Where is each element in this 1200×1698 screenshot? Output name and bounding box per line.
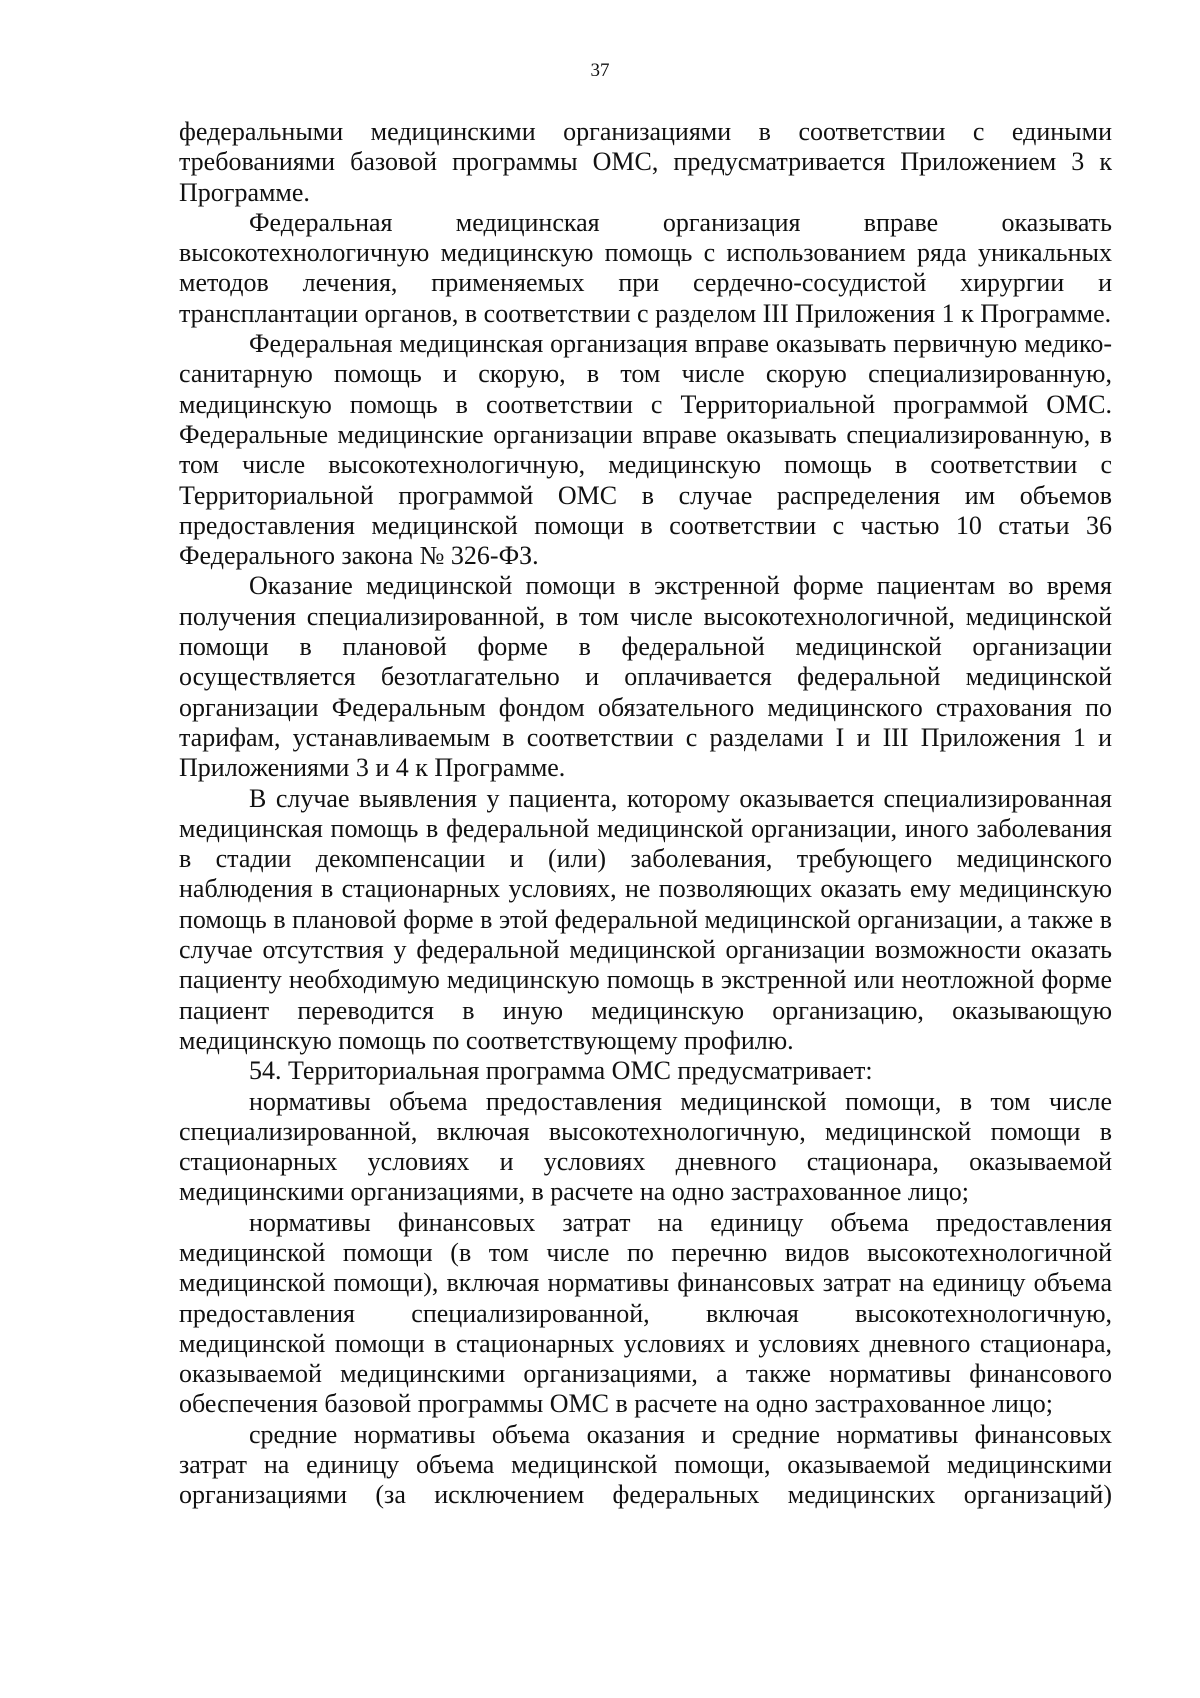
paragraph: Федеральная медицинская организация вправе оказывать первичную медико-санитарную помощь и скорую, в том числе скорую специализированную, медицинскую помощь в соответствии с Территориальной программой ОМС. Федеральные медицинские организации вправе оказывать специализированную, в том числе высокотехнологичную, медицинскую помощь в соответствии с Территориальной программой ОМС в случае распределения им объемов предоставления медицинской помощи в соответствии с частью 10 статьи 36 Федерального закона № 326-ФЗ. <box>179 329 1112 571</box>
paragraph: 54. Территориальная программа ОМС предусматривает: <box>249 1056 873 1086</box>
paragraph: средние нормативы объема оказания и средние нормативы финансовых затрат на единицу объема медицинской помощи, оказываемой медицинскими организациями (за исключением федеральных медицинских организаций) <box>179 1419 1112 1510</box>
paragraph: Оказание медицинской помощи в экстренной форме пациентам во время получения специализированной, в том числе высокотехнологичной, медицинской помощи в плановой форме в федеральной медицинской организации осуществляется безотлагательно и оплачивается федеральной медицинской организации Федеральным фондом обязательного медицинского страхования по тарифам, устанавливаемым в соответствии с разделами I и III Приложения 1 и Приложениями 3 и 4 к Программе. <box>179 571 1112 783</box>
paragraph: нормативы финансовых затрат на единицу объема предоставления медицинской помощи (в том числе по перечню видов высокотехнологичной медицинской помощи), включая нормативы финансовых затрат на единицу объема предоставления специализированной, включая высокотехнологичную, медицинской помощи в стационарных условиях и условиях дневного стационара, оказываемой медицинскими организациями, а также нормативы финансового обеспечения базовой программы ОМС в расчете на одно застрахованное лицо; <box>179 1207 1112 1419</box>
paragraph: Федеральная медицинская организация вправе оказывать высокотехнологичную медицинскую помощь с использованием ряда уникальных методов лечения, применяемых при сердечно-сосудистой хирургии и трансплантации органов, в соответствии с разделом III Приложения 1 к Программе. <box>179 207 1112 328</box>
document-body <box>179 117 1112 1511</box>
page-number: 37 <box>590 60 610 81</box>
paragraph: нормативы объема предоставления медицинской помощи, в том числе специализированной, включая высокотехнологичную, медицинской помощи в стационарных условиях и условиях дневного стационара, оказываемой медицинскими организациями, в расчете на одно застрахованное лицо; <box>179 1086 1112 1207</box>
paragraph: В случае выявления у пациента, которому оказывается специализированная медицинская помощь в федеральной медицинской организации, иного заболевания в стадии декомпенсации и (или) заболевания, требующего медицинского наблюдения в стационарных условиях, не позволяющих оказать ему медицинскую помощь в плановой форме в этой федеральной медицинской организации, а также в случае отсутствия у федеральной медицинской организации возможности оказать пациенту необходимую медицинскую помощь в экстренной или неотложной форме пациент переводится в иную медицинскую организацию, оказывающую медицинскую помощь по соответствующему профилю. <box>179 783 1112 1055</box>
paragraph: федеральными медицинскими организациями в соответствии с едиными требованиями базовой программы ОМС, предусматривается Приложением 3 к Программе. <box>179 117 1112 207</box>
